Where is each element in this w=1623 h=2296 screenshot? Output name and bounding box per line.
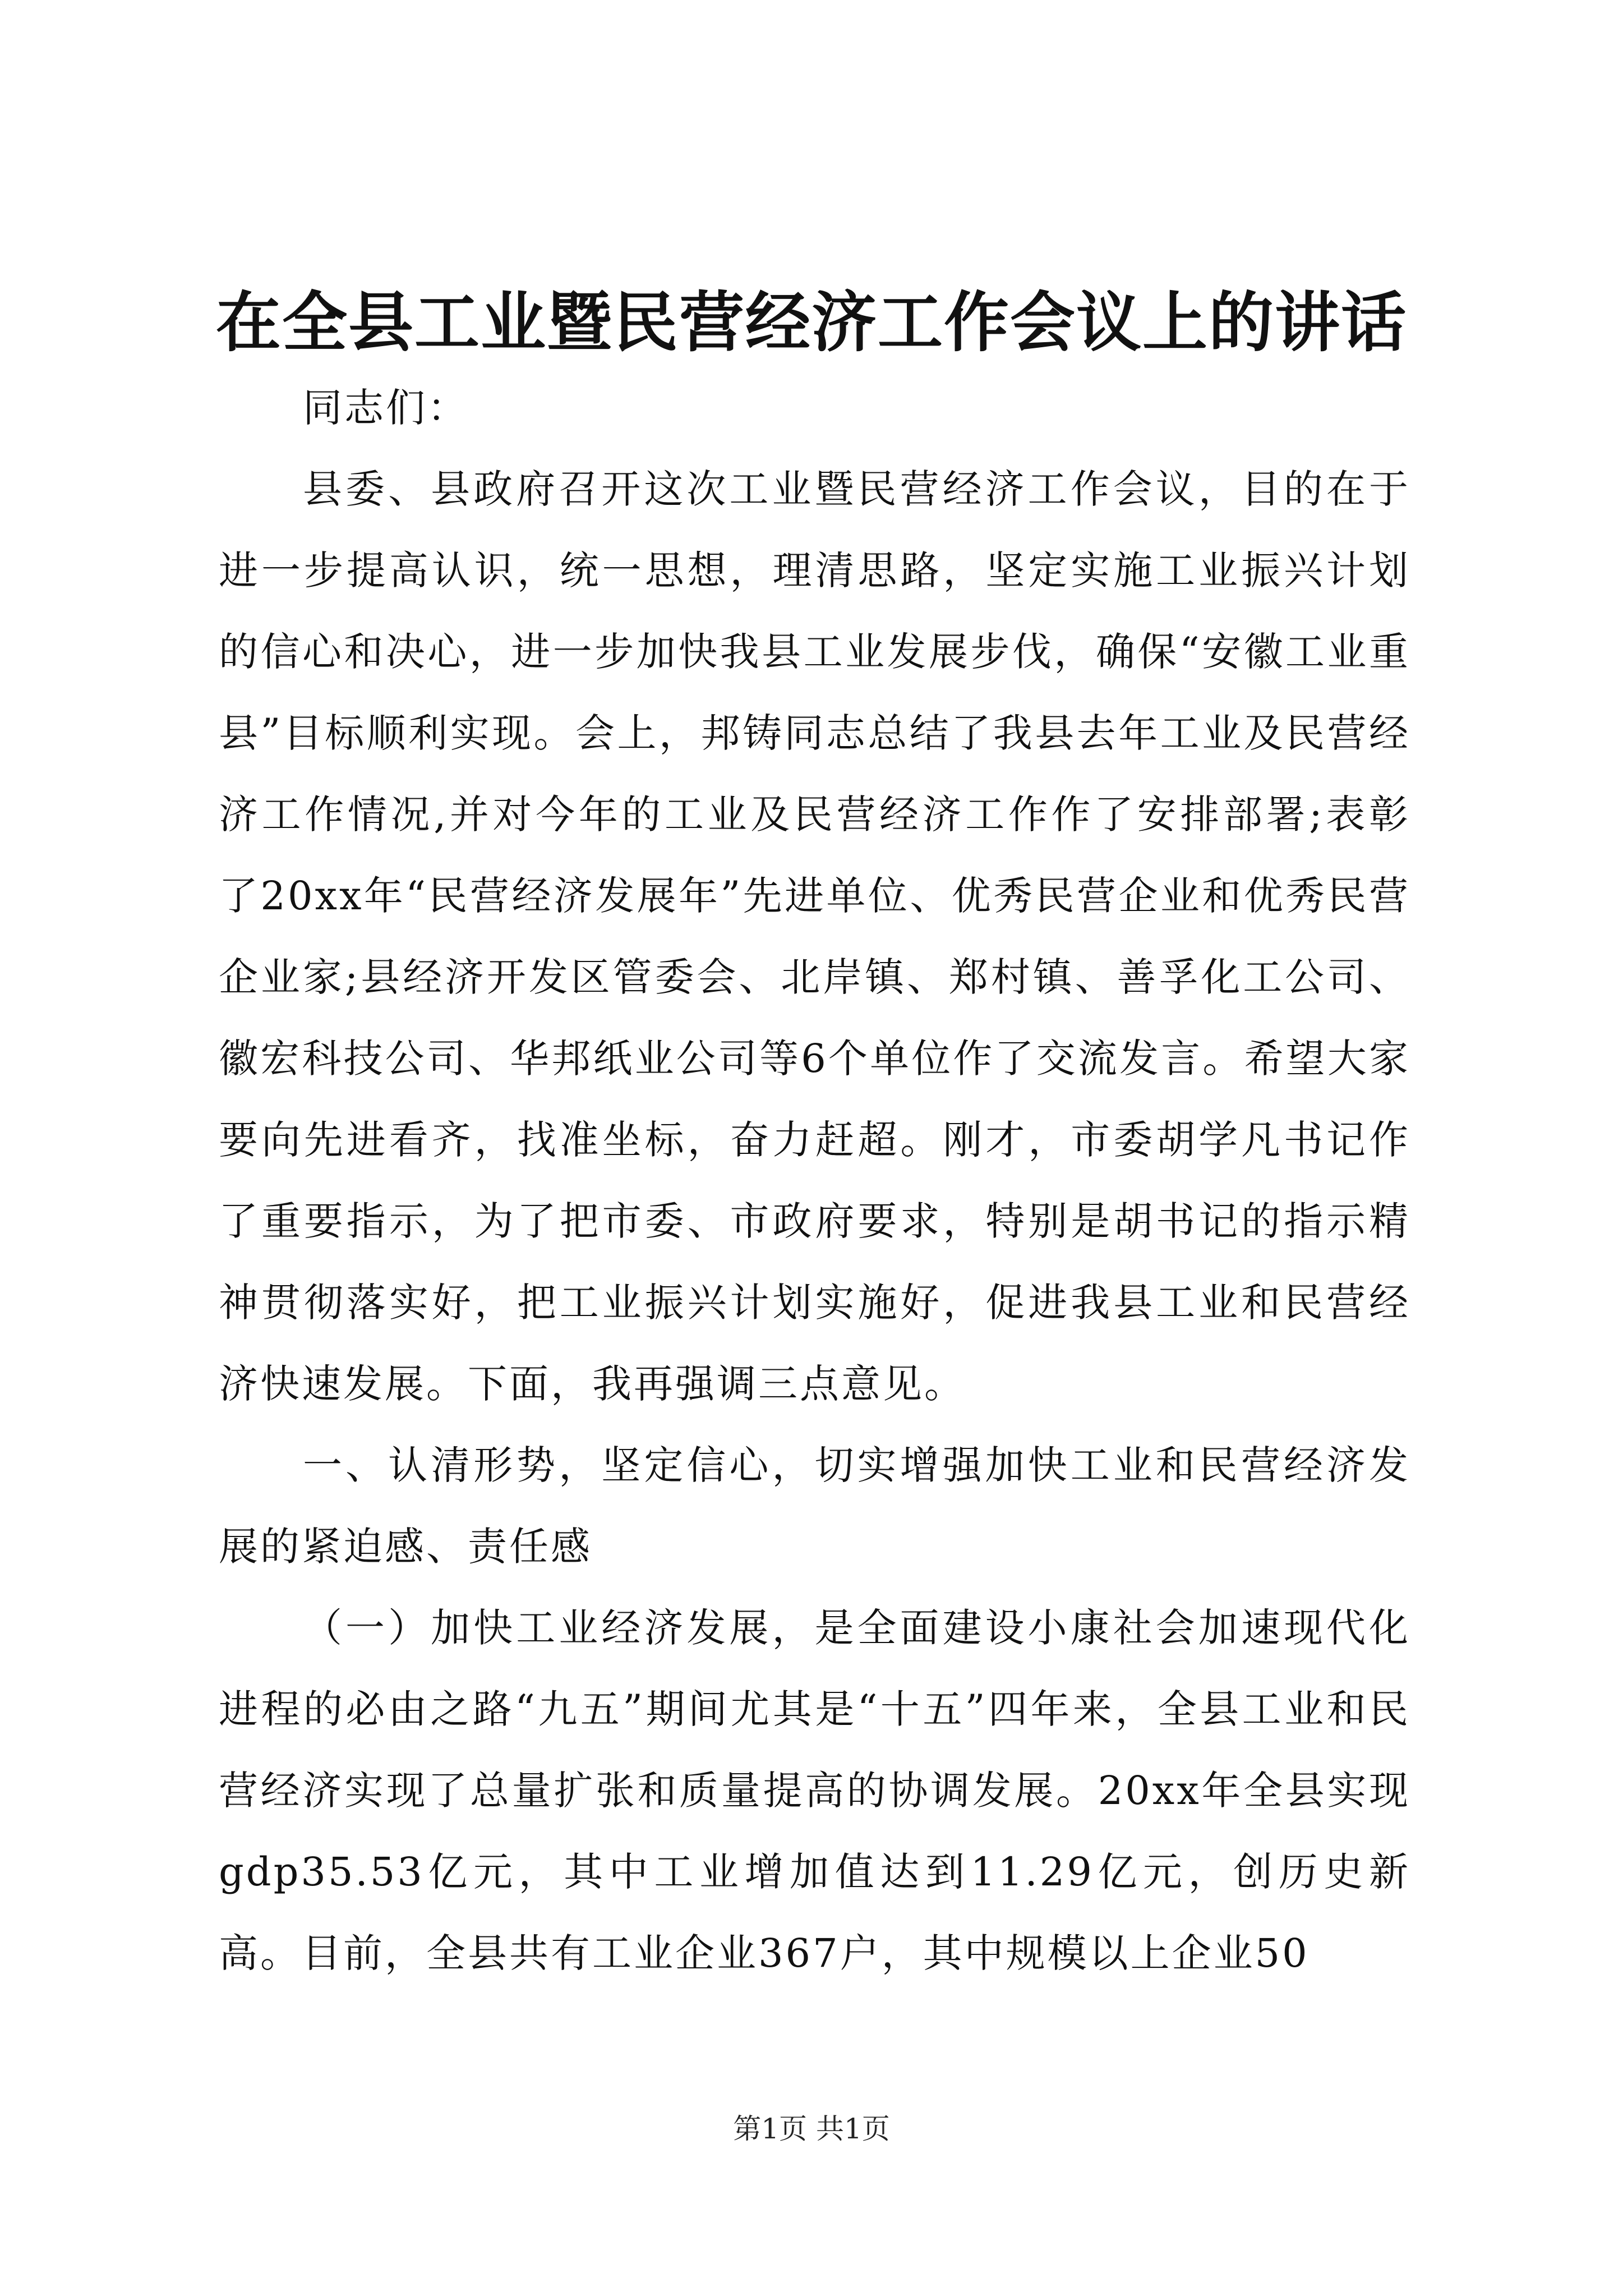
page-footer: 第1页 共1页 (733, 2113, 890, 2145)
document-title: 在全县工业暨民营经济工作会议上的讲话 (216, 284, 1407, 361)
body-paragraph-subsection-1: （一）加快工业经济发展，是全面建设小康社会加速现代化进程的必由之路“九五”期间尤其是“十五”四年来，全县工业和民营经济实现了总量扩张和质量提高的协调发展。20xx年全县实现gdp35.53亿元，其中工业增加值达到11.29亿元，创历史新高。目前，全县共有工业企业367户，其中规模以上企业50 (219, 1605, 1410, 1976)
section-heading-1: 一、认清形势，坚定信心，切实增强加快工业和民营经济发展的紧迫感、责任感 (219, 1442, 1410, 1570)
document-body (219, 367, 1410, 1994)
body-paragraph-intro: 县委、县政府召开这次工业暨民营经济工作会议，目的在于进一步提高认识，统一思想，理清思路，坚定实施工业振兴计划的信心和决心，进一步加快我县工业发展步伐，确保“安徽工业重县”目标顺利实现。会上，邦铸同志总结了我县去年工业及民营经济工作情况,并对今年的工业及民营经济工作作了安排部署;表彰了20xx年“民营经济发展年”先进单位、优秀民营企业和优秀民营企业家;县经济开发区管委会、北岸镇、郑村镇、善孚化工公司、徽宏科技公司、华邦纸业公司等6个单位作了交流发言。希望大家要向先进看齐，找准坐标，奋力赶超。刚才，市委胡学凡书记作了重要指示，为了把市委、市政府要求，特别是胡书记的指示精神贯彻落实好，把工业振兴计划实施好，促进我县工业和民营经济快速发展。下面，我再强调三点意见。 (219, 466, 1410, 1407)
salutation-paragraph: 同志们： (303, 385, 469, 431)
